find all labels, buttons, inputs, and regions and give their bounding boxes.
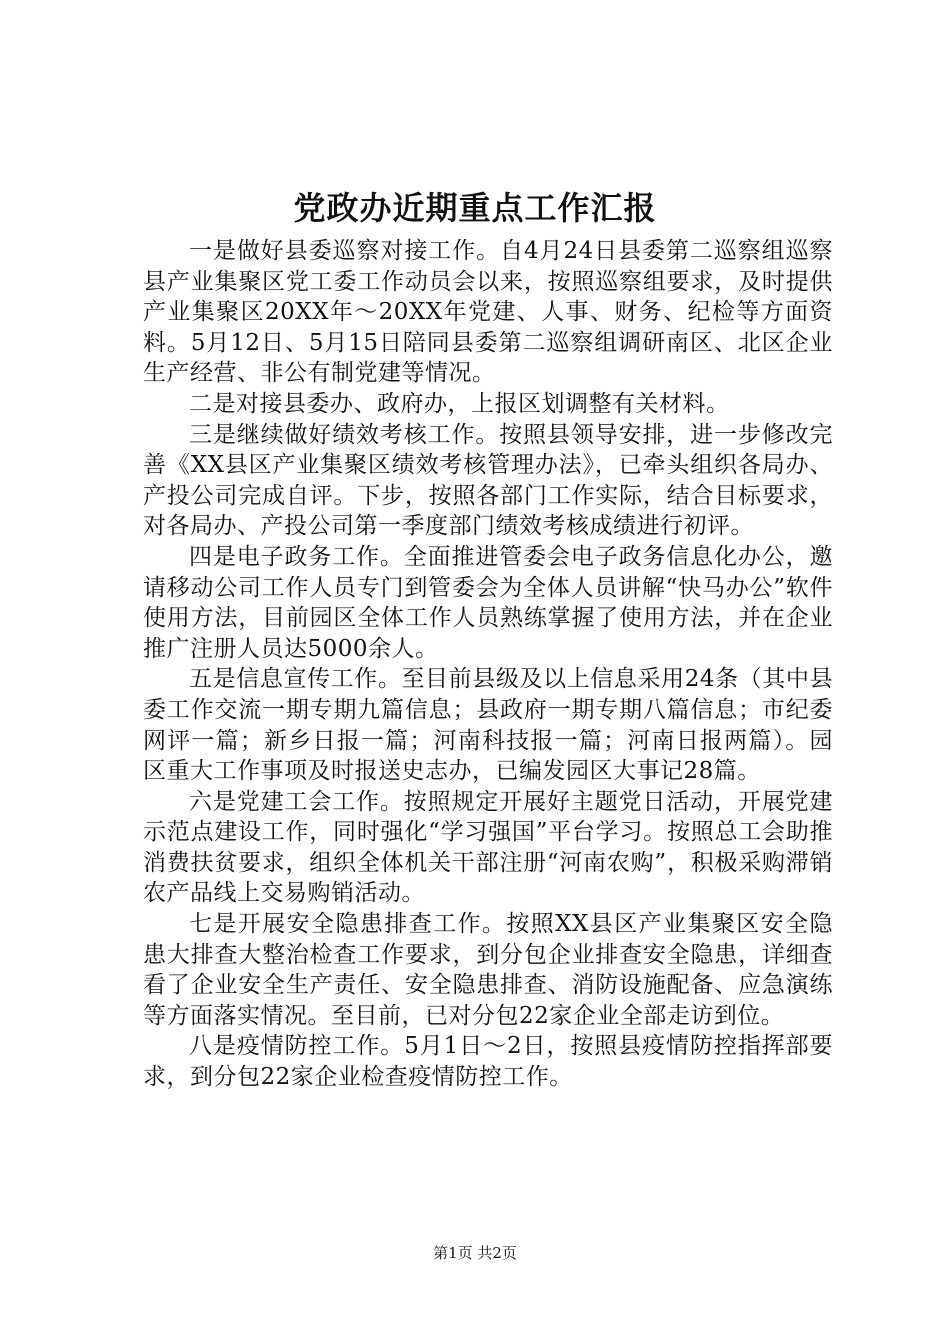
- paragraph-6: 六是党建工会工作。按照规定开展好主题党日活动，开展党建示范点建设工作，同时强化“学习强国”平台学习。按照总工会助推消费扶贫要求，组织全体机关干部注册“河南农购”，积极采购滞销农产品线上交易购销活动。: [143, 788, 833, 907]
- paragraph-4: 四是电子政务工作。全面推进管委会电子政务信息化办公，邀请移动公司工作人员专门到管委会为全体人员讲解“快马办公”软件使用方法，目前园区全体工作人员熟练掌握了使用方法，并在企业推广注册人员达5000余人。: [143, 543, 833, 662]
- paragraph-2: 二是对接县委办、政府办，上报区划调整有关材料。: [189, 390, 730, 417]
- paragraph-5: 五是信息宣传工作。至目前县级及以上信息采用24条（其中县委工作交流一期专期九篇信息；县政府一期专期八篇信息；市纪委网评一篇；新乡日报一篇；河南科技报一篇；河南日报两篇）。园区重大工作事项及时报送史志办，已编发园区大事记28篇。: [143, 666, 833, 785]
- paragraph-3: 三是继续做好绩效考核工作。按照县领导安排，进一步修改完善《XX县区产业集聚区绩效考核管理办法》，已牵头组织各局办、产投公司完成自评。下步，按照各部门工作实际，结合目标要求，对各局办、产投公司第一季度部门绩效考核成绩进行初评。: [143, 421, 833, 540]
- document-body: [143, 236, 833, 1093]
- page-footer: 第1页 共2页: [433, 1244, 517, 1262]
- page-title: 党政办近期重点工作汇报: [293, 189, 657, 227]
- paragraph-7: 七是开展安全隐患排查工作。按照XX县区产业集聚区安全隐患大排查大整治检查工作要求，到分包企业排查安全隐患，详细查看了企业安全生产责任、安全隐患排查、消防设施配备、应急演练等方面落实情况。至目前，已对分包22家企业全部走访到位。: [143, 911, 833, 1029]
- paragraph-8: 八是疫情防控工作。5月1日～2日，按照县疫情防控指挥部要求，到分包22家企业检查疫情防控工作。: [143, 1033, 833, 1091]
- paragraph-1: 一是做好县委巡察对接工作。自4月24日县委第二巡察组巡察县产业集聚区党工委工作动员会以来，按照巡察组要求，及时提供产业集聚区20XX年～20XX年党建、人事、财务、纪检等方面资料。5月12日、5月15日陪同县委第二巡察组调研南区、北区企业生产经营、非公有制党建等情况。: [143, 238, 833, 387]
